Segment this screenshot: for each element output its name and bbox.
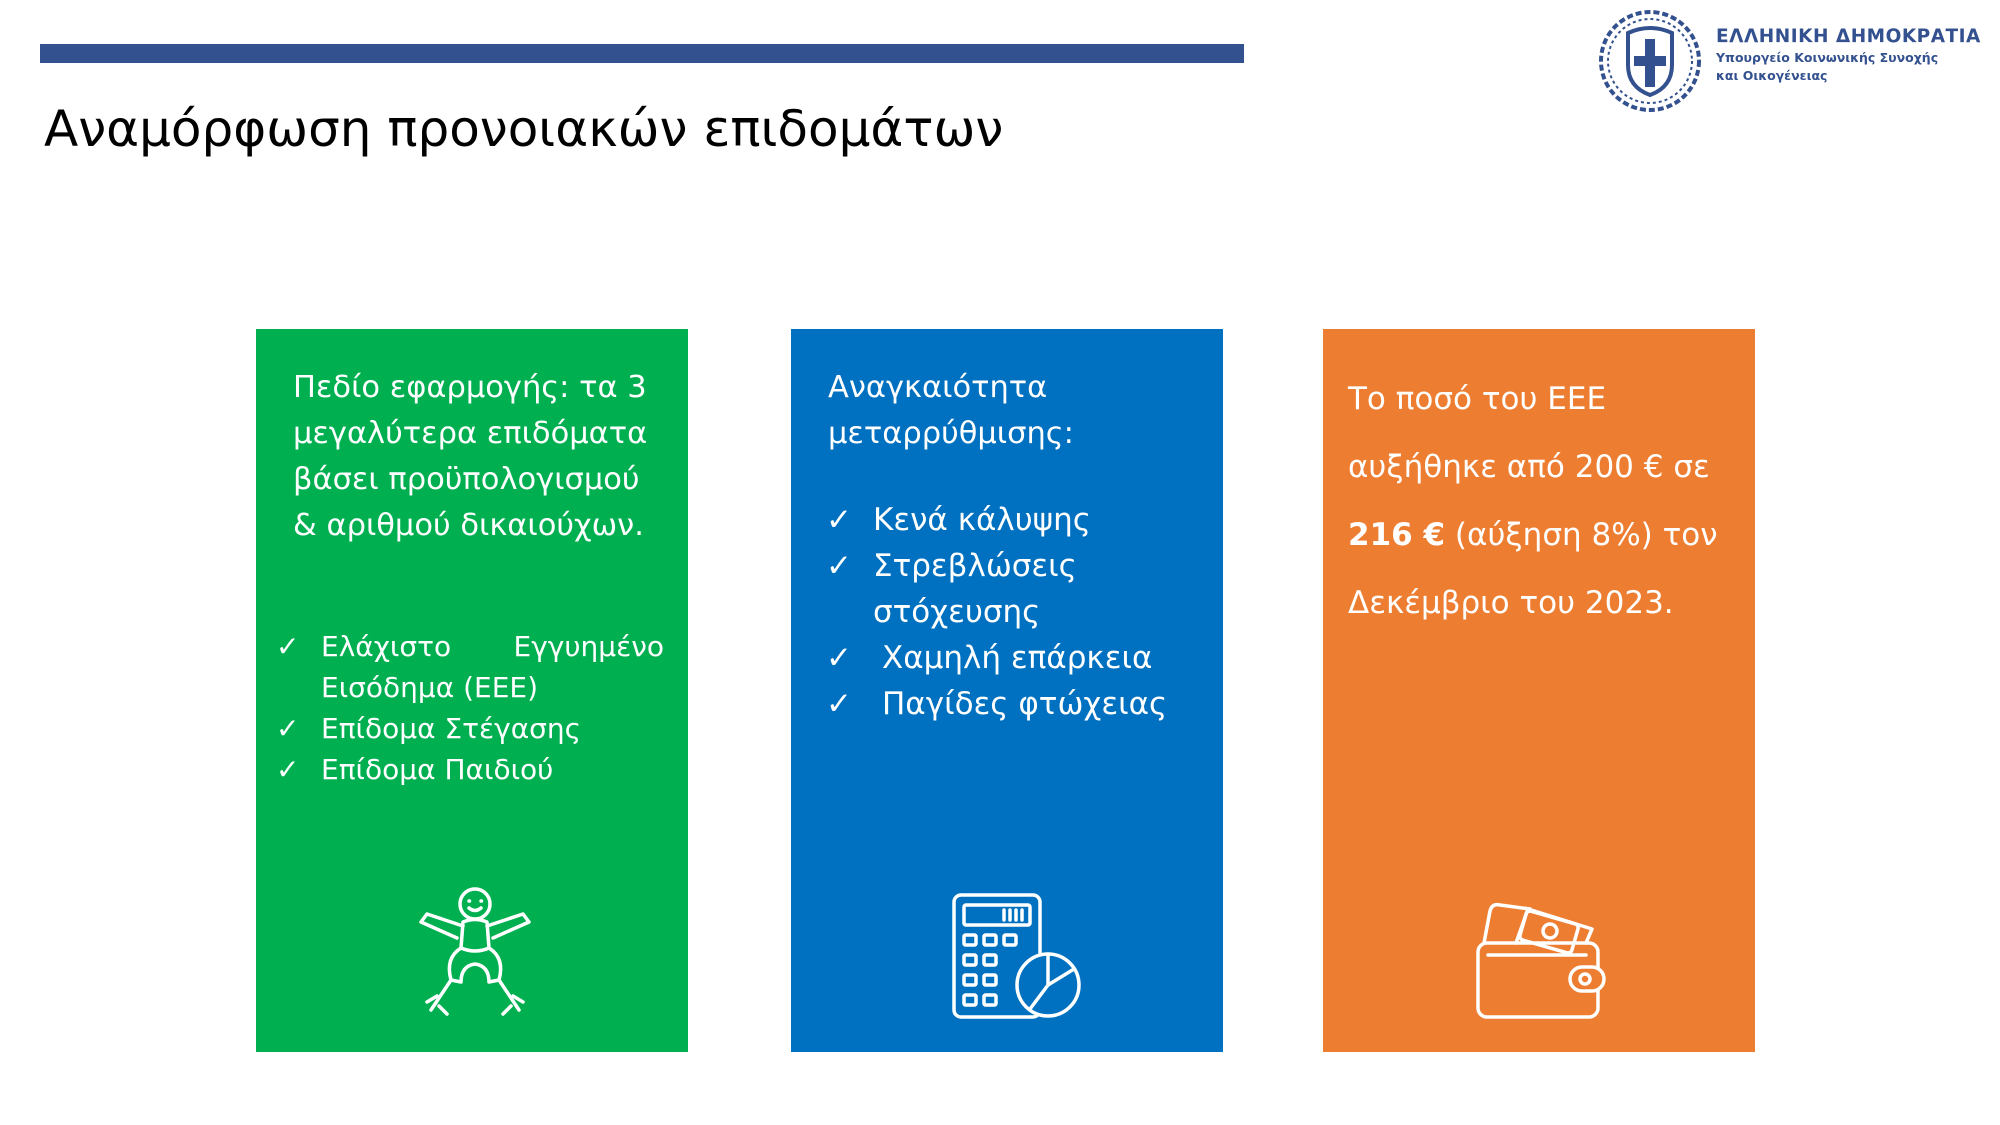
list-item-text: στόχευσης <box>873 594 1041 630</box>
amount-line1: Το ποσό του ΕΕΕ <box>1348 381 1607 417</box>
list-item <box>276 626 664 708</box>
list-item <box>826 635 1216 681</box>
list-item-text: Εισόδημα (ΕΕΕ) <box>321 671 539 704</box>
check-icon: ✓ <box>826 548 852 584</box>
reform-reasons-list <box>826 497 1216 727</box>
greek-coat-of-arms-icon <box>1598 9 1702 113</box>
list-item-text: Παγίδες φτώχειας <box>882 686 1168 722</box>
child-figure-icon <box>417 884 533 1018</box>
reform-intro-line2: μεταρρύθμισης: <box>828 416 1074 451</box>
list-item <box>826 497 1216 543</box>
amount-line4: Δεκέμβριο του 2023. <box>1348 585 1674 621</box>
reform-intro <box>828 365 1198 457</box>
list-item-text: Επίδομα Παιδιού <box>321 753 554 786</box>
list-item-text: Στρεβλώσεις <box>873 548 1077 584</box>
scope-card <box>256 329 688 1052</box>
logo-text <box>1716 25 1981 85</box>
check-icon: ✓ <box>826 502 852 538</box>
list-item <box>826 681 1216 727</box>
page-title: Αναμόρφωση προνοιακών επιδομάτων <box>44 100 1004 158</box>
list-item-text: Εγγυημένο <box>513 630 664 663</box>
ministry-logo <box>1598 9 1998 113</box>
logo-country: ΕΛΛΗΝΙΚΗ ΔΗΜΟΚΡΑΤΙΑ <box>1716 26 1981 47</box>
list-item-text: Κενά κάλυψης <box>873 502 1091 538</box>
check-icon: ✓ <box>276 753 300 786</box>
list-item <box>826 543 1216 635</box>
check-icon: ✓ <box>826 686 852 722</box>
list-item <box>276 708 664 749</box>
list-item-text: Ελάχιστο <box>321 630 452 663</box>
check-icon: ✓ <box>276 712 300 745</box>
reform-need-card <box>791 329 1223 1052</box>
check-icon: ✓ <box>826 640 852 676</box>
increase-text: (αύξηση 8%) τον <box>1445 517 1718 553</box>
header-accent-bar <box>40 44 1244 63</box>
scope-intro: Πεδίο εφαρμογής: τα 3 μεγαλύτερα επιδόματα βάσει προϋπολογισμού & αριθμού δικαιούχων. <box>293 370 648 543</box>
list-item-text: Χαμηλή επάρκεια <box>882 640 1153 676</box>
benefits-list <box>276 626 664 790</box>
amount-line2: αυξήθηκε από 200 € σε <box>1348 449 1710 485</box>
amount-text <box>1348 365 1738 637</box>
wallet-money-icon <box>1476 895 1606 1019</box>
new-amount: 216 € <box>1348 517 1446 553</box>
amount-line3 <box>1348 501 1738 569</box>
list-item-text: Επίδομα Στέγασης <box>321 712 582 745</box>
check-icon: ✓ <box>276 630 300 663</box>
logo-ministry-line2: και Οικογένειας <box>1716 68 1828 83</box>
list-item <box>276 749 664 790</box>
calculator-pie-chart-icon <box>952 893 1082 1019</box>
logo-ministry-line1: Υπουργείο Κοινωνικής Συνοχής <box>1716 50 1939 65</box>
amount-card <box>1323 329 1755 1052</box>
reform-intro-line1: Αναγκαιότητα <box>828 370 1048 405</box>
